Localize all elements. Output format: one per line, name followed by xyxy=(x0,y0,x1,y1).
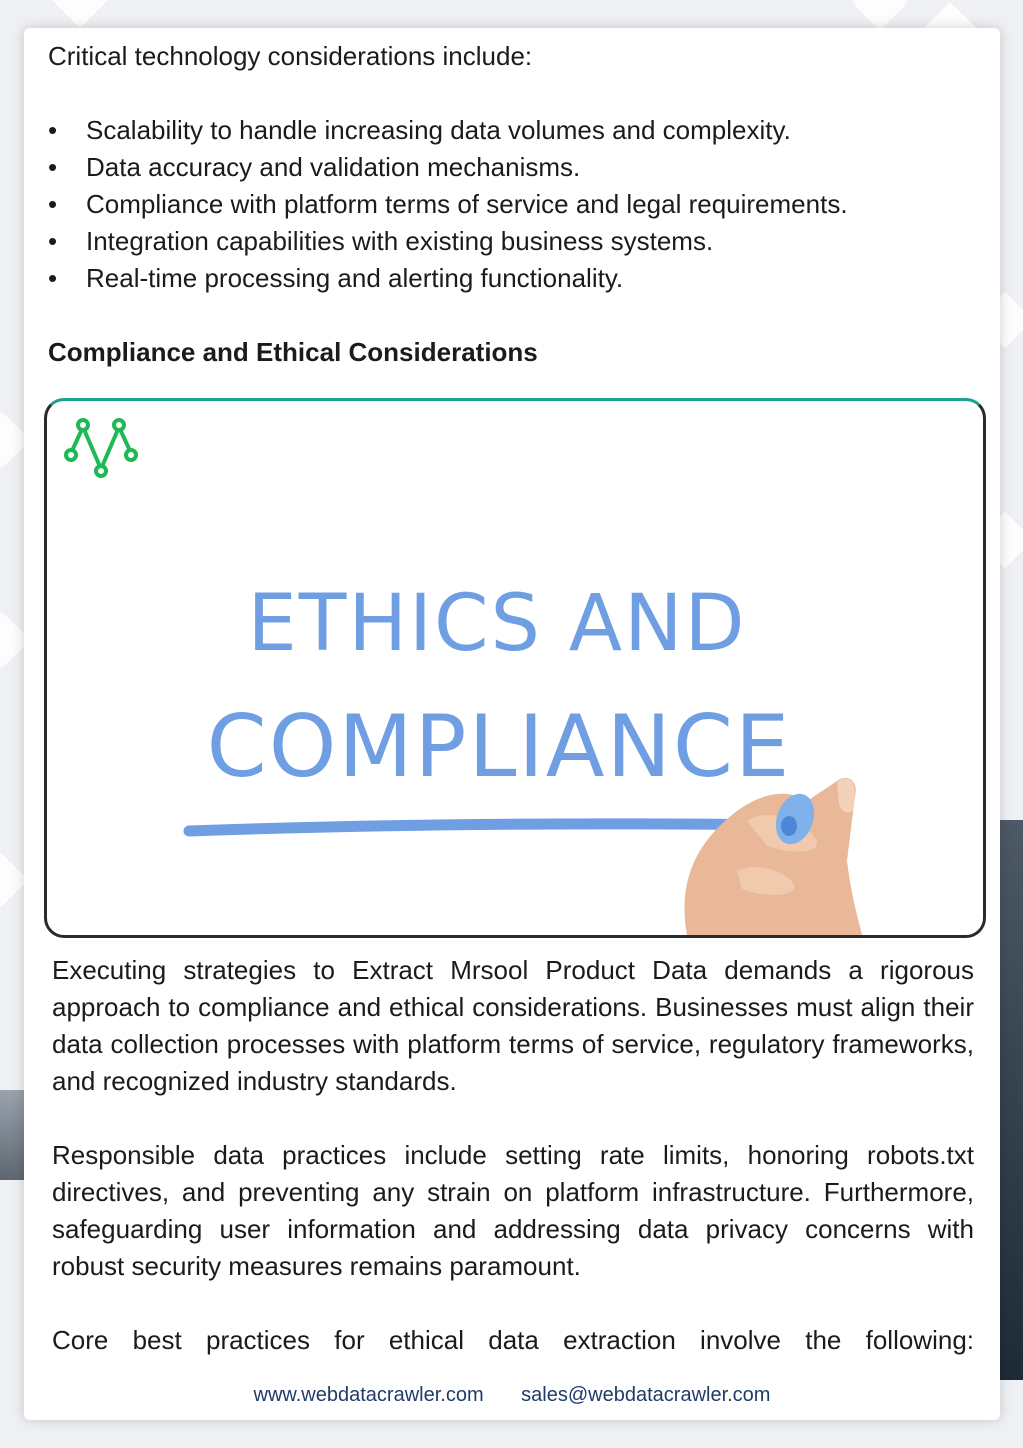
document-page xyxy=(24,28,1000,1420)
list-item: • Data accuracy and validation mechanisms. xyxy=(48,149,978,186)
section-heading: Compliance and Ethical Considerations xyxy=(48,337,538,367)
hero-title-line-2: COMPLIANCE xyxy=(206,697,792,797)
intro-section xyxy=(48,38,978,371)
ethics-compliance-illustration xyxy=(44,398,986,938)
hero-title-line-1: ETHICS AND xyxy=(247,579,747,669)
list-item: • Scalability to handle increasing data volumes and complexity. xyxy=(48,112,978,149)
list-item: • Compliance with platform terms of service and legal requirements. xyxy=(48,186,978,223)
paragraph: Responsible data practices include setting rate limits, honoring robots.txt directives, and preventing any strain on platform infrastructure. Furthermore, safeguarding user information and addressing data privacy concerns with robust security measures remains paramount. xyxy=(52,1140,974,1281)
tech-considerations-list xyxy=(48,112,978,297)
intro-lead: Critical technology considerations include: xyxy=(48,41,533,71)
paragraph: Executing strategies to Extract Mrsool Product Data demands a rigorous approach to compliance and ethical considerations. Businesses must align their data collection processes with platform terms of service, regulatory frameworks, and recognized industry standards. xyxy=(52,955,974,1096)
email-link[interactable]: sales@webdatacrawler.com xyxy=(521,1384,771,1406)
list-item: • Integration capabilities with existing business systems. xyxy=(48,223,978,260)
network-m-logo-icon xyxy=(66,420,136,476)
footer xyxy=(24,1384,1000,1407)
website-link[interactable]: www.webdatacrawler.com xyxy=(253,1384,484,1406)
paragraph: Core best practices for ethical data extraction involve the following: xyxy=(52,1325,974,1355)
body-section xyxy=(52,952,974,1359)
list-item: • Real-time processing and alerting functionality. xyxy=(48,260,978,297)
hand-with-marker-icon xyxy=(684,778,862,935)
